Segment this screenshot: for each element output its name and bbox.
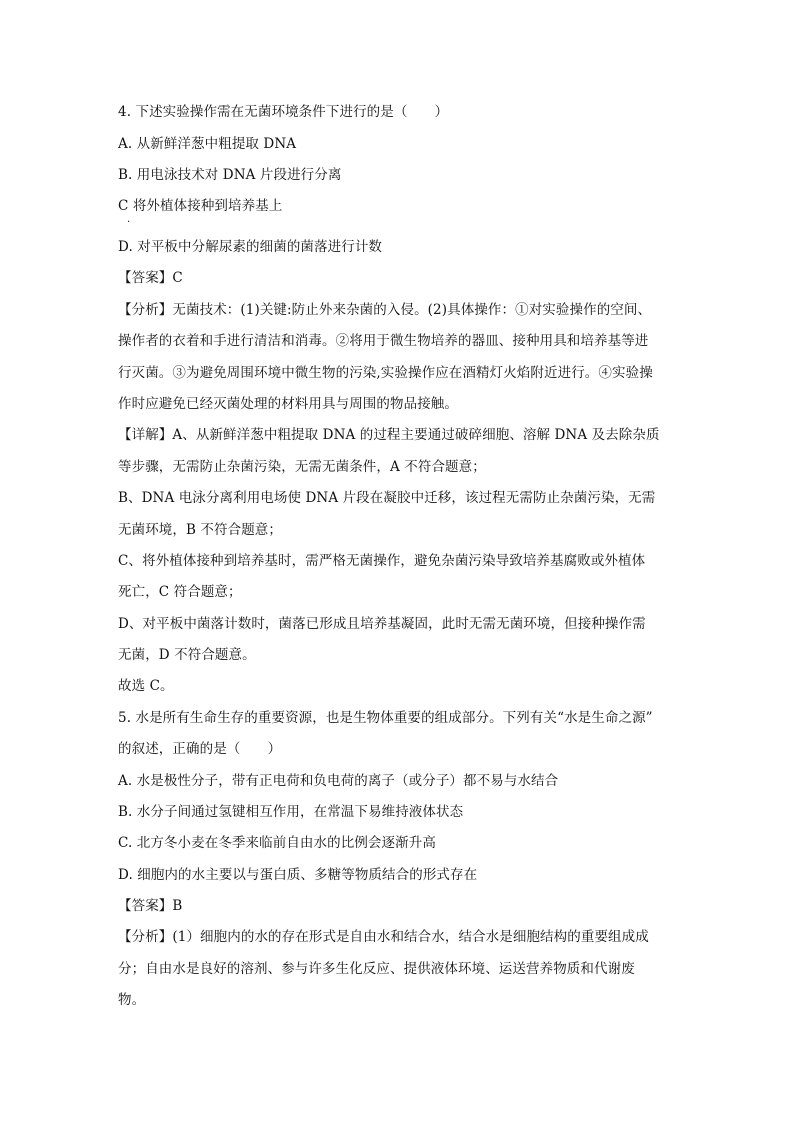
question-4-detail-line-8: 无菌，D 不符合题意。 (118, 647, 256, 663)
question-5-option-a: A. 水是极性分子，带有正电荷和负电荷的离子（或分子）都不易与水结合 (118, 773, 559, 789)
question-4-detail-line-5: C、将外植体接种到培养基时，需严格无菌操作，避免杂菌污染导致培养基腐败或外植体 (118, 553, 646, 569)
question-5-option-d: D. 细胞内的水主要以与蛋白质、多糖等物质结合的形式存在 (118, 867, 478, 883)
question-4-option-d: D. 对平板中分解尿素的细菌的菌落进行计数 (118, 239, 383, 255)
question-4-answer: 【答案】C (118, 270, 183, 286)
question-4-detail-line-7: D、对平板中菌落计数时，菌落已形成且培养基凝固，此时无需无菌环境，但接种操作需 (118, 616, 646, 632)
question-4-analysis-line-2: 操作者的衣着和手进行清洁和消毒。②将用于微生物培养的器皿、接种用具和培养基等进 (118, 333, 649, 349)
question-5-answer: 【答案】B (118, 898, 183, 914)
question-4-detail-line-1: 【详解】A、从新鲜洋葱中粗提取 DNA 的过程主要通过破碎细胞、溶解 DNA 及去除杂质 (118, 427, 660, 443)
question-4-option-c: C 将外植体接种到培养基上 (118, 198, 283, 214)
question-5-option-b: B. 水分子间通过氢键相互作用，在常温下易维持液体状态 (118, 804, 464, 820)
question-5-text-line-2: 的叙述，正确的是（ ） (118, 741, 282, 757)
question-5-analysis-line-3: 物。 (118, 992, 146, 1008)
question-4-detail-line-2: 等步骤，无需防止杂菌污染，无需无菌条件，A 不符合题意； (118, 459, 486, 475)
question-5-option-c: C. 北方冬小麦在冬季来临前自由水的比例会逐渐升高 (118, 835, 436, 851)
question-4-option-a: A. 从新鲜洋葱中粗提取 DNA (118, 136, 297, 152)
question-4-conclusion: 故选 C。 (118, 678, 174, 694)
question-5-analysis-line-1: 【分析】(1）细胞内的水的存在形式是自由水和结合水，结合水是细胞结构的重要组成成 (118, 929, 649, 945)
stray-dot-mark: · (127, 217, 131, 228)
question-4-option-b: B. 用电泳技术对 DNA 片段进行分离 (118, 167, 342, 183)
question-4-detail-line-6: 死亡，C 符合题意； (118, 584, 242, 600)
question-4-analysis-line-4: 作时应避免已经灭菌处理的材料用具与周围的物品接触。 (118, 396, 458, 412)
question-4-detail-line-3: B、DNA 电泳分离利用电场使 DNA 片段在凝胶中迁移，该过程无需防止杂菌污染，无需 (118, 490, 656, 506)
question-4-text: 4. 下述实验操作需在无菌环境条件下进行的是（ ） (118, 104, 449, 120)
question-5-text-line-1: 5. 水是所有生命生存的重要资源，也是生物体重要的组成部分。下列有关“水是生命之源” (118, 710, 653, 726)
question-4-analysis-line-1: 【分析】无菌技术：(1)关键:防止外来杂菌的入侵。(2)具体操作：①对实验操作的空间、 (118, 302, 652, 318)
question-4-detail-line-4: 无菌环境，B 不符合题意； (118, 522, 283, 538)
question-4-analysis-line-3: 行灭菌。③为避免周围环境中微生物的污染,实验操作应在酒精灯火焰附近进行。④实验操 (118, 365, 653, 381)
question-5-analysis-line-2: 分；自由水是良好的溶剂、参与许多生化反应、提供液体环境、运送营养物质和代谢废 (118, 961, 635, 977)
